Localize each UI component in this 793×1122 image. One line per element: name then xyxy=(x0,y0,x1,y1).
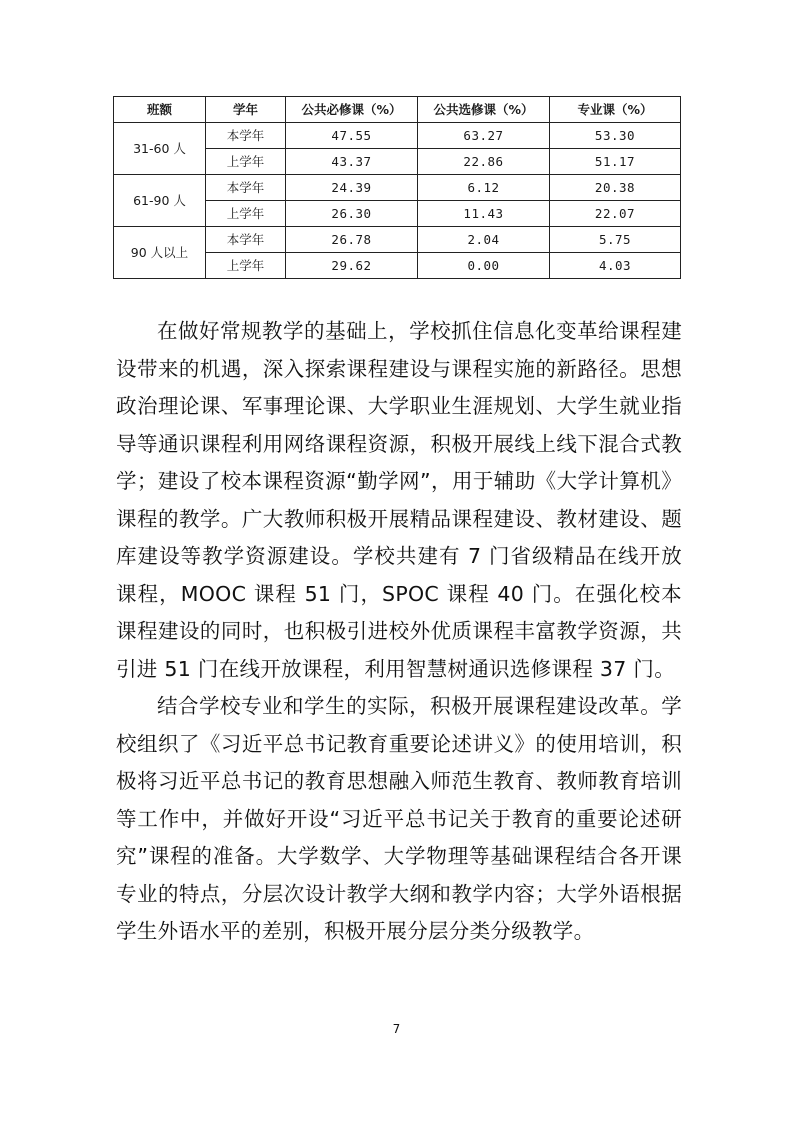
public-elective-cell: 63.27 xyxy=(418,123,550,149)
major-cell: 4.03 xyxy=(550,253,681,279)
major-cell: 22.07 xyxy=(550,201,681,227)
header-public-required: 公共必修课（%） xyxy=(286,97,418,123)
header-year: 学年 xyxy=(206,97,286,123)
table-row xyxy=(114,227,681,253)
public-required-cell: 43.37 xyxy=(286,149,418,175)
table-row xyxy=(114,123,681,149)
year-cell: 本学年 xyxy=(206,175,286,201)
page-number: 7 xyxy=(392,1022,401,1036)
paragraph-curriculum-resources: 在做好常规教学的基础上，学校抓住信息化变革给课程建设带来的机遇，深入探索课程建设与课程实施的新路径。思想政治理论课、军事理论课、大学职业生涯规划、大学生就业指导等通识课程利用网络课程资源，积极开展线上线下混合式教学；建设了校本课程资源“勤学网”，用于辅助《大学计算机》课程的教学。广大教师积极开展精品课程建设、教材建设、题库建设等教学资源建设。学校共建有 7 门省级精品在线开放课程，MOOC 课程 51 门，SPOC 课程 40 门。在强化校本课程建设的同时，也积极引进校外优质课程丰富教学资源，共引进 51 门在线开放课程，利用智慧树通识选修课程 37 门。 xyxy=(116,319,682,681)
public-elective-cell: 6.12 xyxy=(418,175,550,201)
paragraph-curriculum-reform: 结合学校专业和学生的实际，积极开展课程建设改革。学校组织了《习近平总书记教育重要论述讲义》的使用培训，积极将习近平总书记的教育思想融入师范生教育、教师教育培训等工作中，并做好开设“习近平总书记关于教育的重要论述研究”课程的准备。大学数学、大学物理等基础课程结合各开课专业的特点，分层次设计教学大纲和教学内容；大学外语根据学生外语水平的差别，积极开展分层分类分级教学。 xyxy=(116,694,682,943)
public-required-cell: 47.55 xyxy=(286,123,418,149)
header-public-elective: 公共选修课（%） xyxy=(418,97,550,123)
major-cell: 53.30 xyxy=(550,123,681,149)
year-cell: 上学年 xyxy=(206,149,286,175)
public-elective-cell: 22.86 xyxy=(418,149,550,175)
year-cell: 上学年 xyxy=(206,201,286,227)
table-header-row xyxy=(114,97,681,123)
major-cell: 20.38 xyxy=(550,175,681,201)
public-elective-cell: 0.00 xyxy=(418,253,550,279)
year-cell: 上学年 xyxy=(206,253,286,279)
year-cell: 本学年 xyxy=(206,227,286,253)
major-cell: 51.17 xyxy=(550,149,681,175)
header-major: 专业课（%） xyxy=(550,97,681,123)
public-required-cell: 24.39 xyxy=(286,175,418,201)
year-cell: 本学年 xyxy=(206,123,286,149)
class-size-table xyxy=(113,96,681,279)
public-required-cell: 26.78 xyxy=(286,227,418,253)
header-class-size: 班额 xyxy=(114,97,206,123)
class-size-cell: 61-90 人 xyxy=(114,175,206,227)
class-size-cell: 31-60 人 xyxy=(114,123,206,175)
major-cell: 5.75 xyxy=(550,227,681,253)
body-text xyxy=(116,313,682,951)
public-elective-cell: 11.43 xyxy=(418,201,550,227)
public-elective-cell: 2.04 xyxy=(418,227,550,253)
public-required-cell: 26.30 xyxy=(286,201,418,227)
table-row xyxy=(114,175,681,201)
class-size-cell: 90 人以上 xyxy=(114,227,206,279)
public-required-cell: 29.62 xyxy=(286,253,418,279)
